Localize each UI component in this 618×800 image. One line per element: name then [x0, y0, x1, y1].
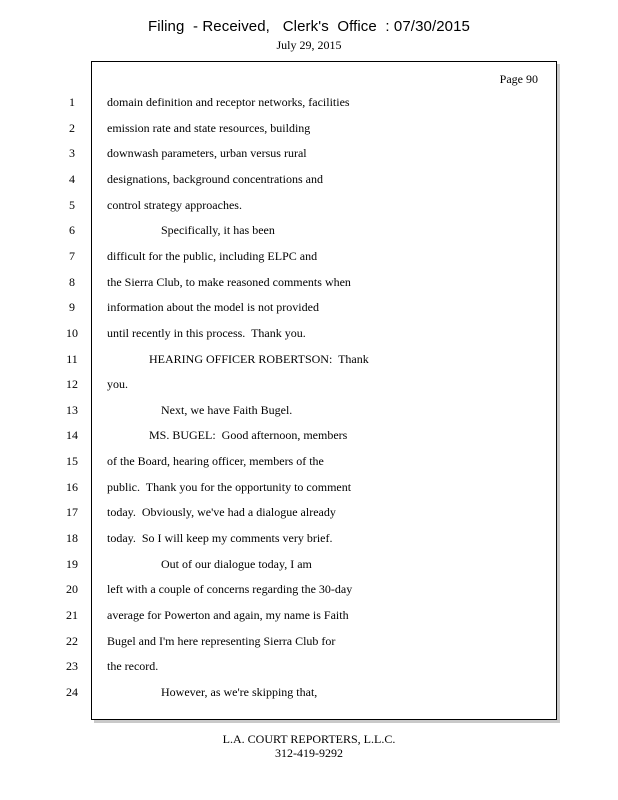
transcript-line-text: the record. — [107, 659, 159, 673]
transcript-line-text: until recently in this process. Thank you. — [107, 326, 306, 340]
transcript-line-text: the Sierra Club, to make reasoned comments when — [107, 275, 351, 289]
line-number: 6 — [69, 223, 75, 237]
line-number: 22 — [66, 634, 78, 648]
transcript-line-text: today. Obviously, we've had a dialogue already — [107, 505, 336, 519]
reporter-company: L.A. COURT REPORTERS, L.L.C. — [222, 732, 396, 746]
transcript-line-text: domain definition and receptor networks, facilities — [107, 95, 350, 109]
line-number: 18 — [66, 531, 78, 545]
line-number: 2 — [69, 121, 75, 135]
line-number: 1 — [69, 95, 75, 109]
line-number: 8 — [69, 275, 75, 289]
line-number: 16 — [66, 480, 78, 494]
line-number: 20 — [66, 582, 78, 596]
transcript-line-text: designations, background concentrations and — [107, 172, 323, 186]
transcript-line-text: of the Board, hearing officer, members of the — [107, 454, 324, 468]
transcript-line-text: difficult for the public, including ELPC and — [107, 249, 318, 263]
line-number: 24 — [66, 685, 78, 699]
transcript-line-text: public. Thank you for the opportunity to comment — [107, 480, 352, 494]
line-number: 13 — [66, 403, 78, 417]
transcript-line-text: average for Powerton and again, my name is Faith — [107, 608, 349, 622]
line-number: 11 — [66, 352, 78, 366]
transcript-line-text: you. — [107, 377, 128, 391]
line-number: 4 — [69, 172, 75, 186]
line-number: 15 — [66, 454, 78, 468]
line-number: 3 — [69, 146, 75, 160]
line-number: 19 — [66, 557, 78, 571]
filing-stamp: Filing - Received, Clerk's Office : 07/30/2015 — [148, 18, 470, 35]
transcript-date: July 29, 2015 — [276, 38, 342, 52]
line-number: 23 — [66, 659, 78, 673]
line-number: 9 — [69, 300, 75, 314]
transcript-line-text: information about the model is not provided — [107, 300, 319, 314]
transcript-line-text: downwash parameters, urban versus rural — [107, 146, 307, 160]
line-number: 14 — [66, 428, 78, 442]
page-number: Page 90 — [499, 72, 538, 86]
line-number: 21 — [66, 608, 78, 622]
line-number: 10 — [66, 326, 78, 340]
line-number: 7 — [69, 249, 75, 263]
line-number: 12 — [66, 377, 78, 391]
line-number: 17 — [66, 505, 78, 519]
transcript-line-text: MS. BUGEL: Good afternoon, members — [149, 428, 348, 442]
transcript-line-text: Bugel and I'm here representing Sierra Club for — [107, 634, 336, 648]
line-number: 5 — [69, 198, 75, 212]
transcript-line-text: However, as we're skipping that, — [161, 685, 318, 699]
transcript-line-text: emission rate and state resources, building — [107, 121, 311, 135]
transcript-line-text: control strategy approaches. — [107, 198, 242, 212]
reporter-phone: 312-419-9292 — [275, 746, 343, 760]
transcript-line-text: today. So I will keep my comments very brief. — [107, 531, 333, 545]
transcript-line-text: Next, we have Faith Bugel. — [161, 403, 293, 417]
transcript-line-text: HEARING OFFICER ROBERTSON: Thank — [149, 352, 369, 366]
transcript-line-text: Specifically, it has been — [161, 223, 275, 237]
transcript-line-text: Out of our dialogue today, I am — [161, 557, 312, 571]
transcript-line-text: left with a couple of concerns regarding the 30-day — [107, 582, 353, 596]
